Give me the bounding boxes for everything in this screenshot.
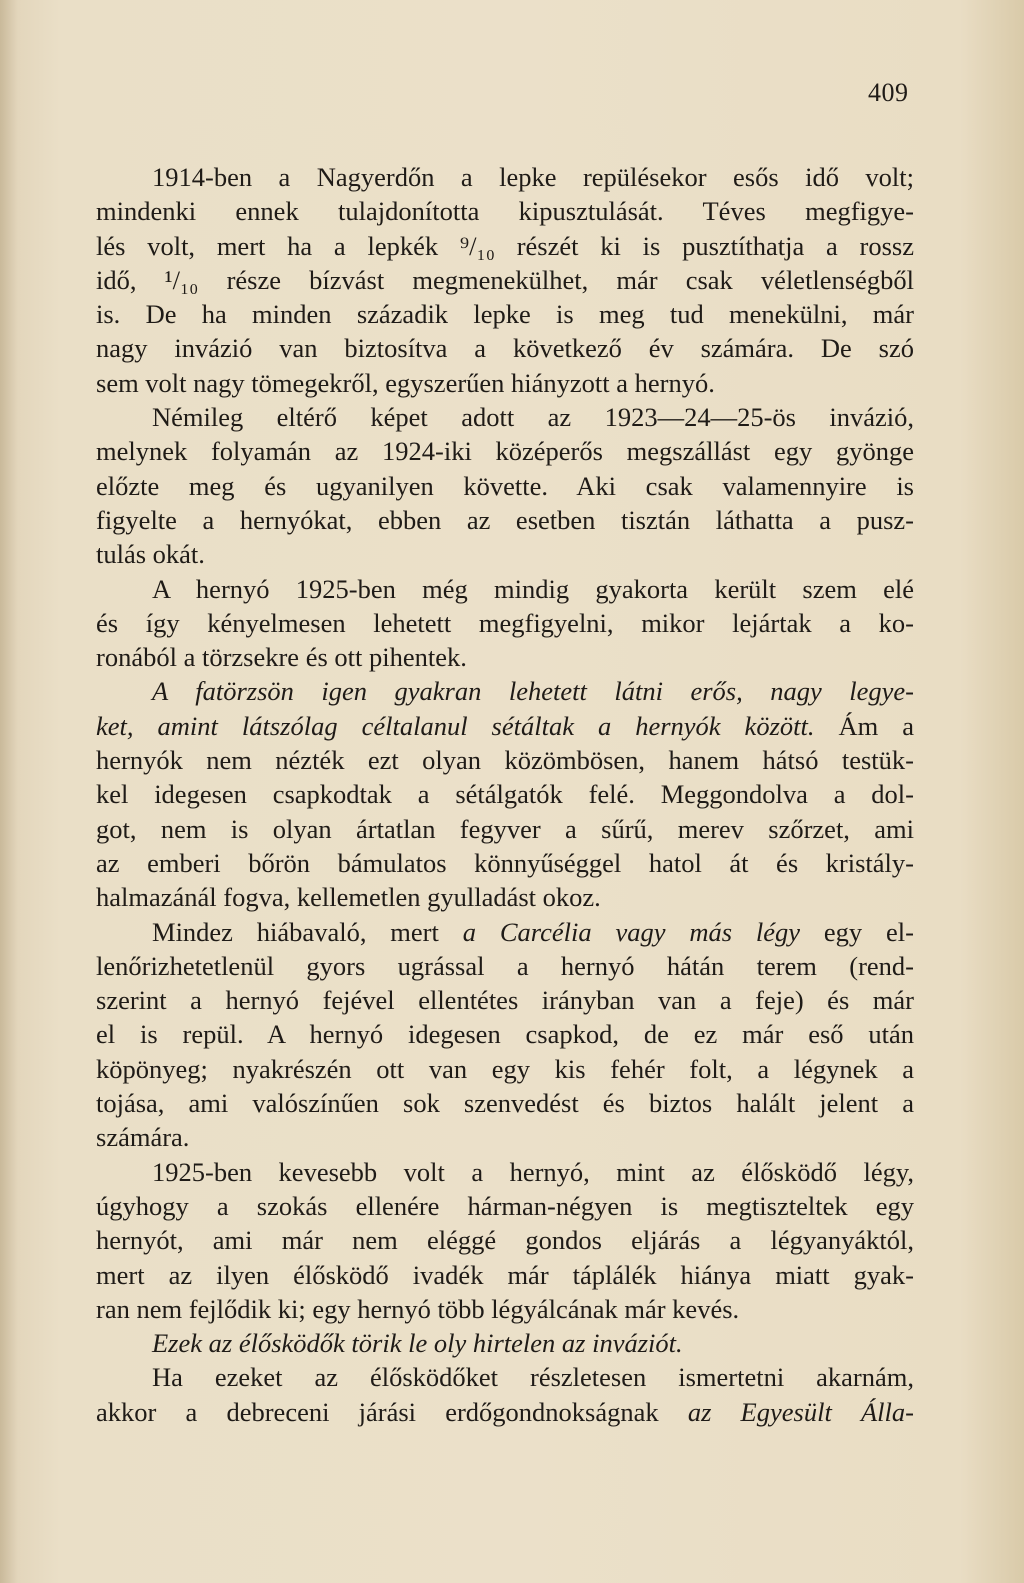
paragraph [96,674,914,914]
line-text: és így kényelmesen lehetett megfigyelni, mikor lejártak a ko- [96,607,914,638]
text-line [96,503,914,537]
text-line [96,366,914,400]
line-text: ronából a törzsekre és ott pihentek. [96,642,467,673]
text-line [96,1086,914,1120]
line-text: melynek folyamán az 1924-iki középerős megszállást egy gyönge [96,436,914,467]
line-text: 1914-ben a Nagyerdőn a lepke repülésekor esős idő volt; [152,162,914,192]
text-line [96,297,914,331]
text-line [96,194,914,228]
line-text: egy el- [800,916,914,947]
line-text: Mindez hiábavaló, mert [152,916,463,947]
text-line [96,1360,914,1394]
line-text: figyelte a hernyókat, ebben az esetben tisztán láthatta a pusz- [96,504,914,535]
page-number: 409 [868,78,909,107]
text-line [96,1326,914,1360]
text-line [96,880,914,914]
text-line [96,1155,914,1189]
text-line [96,229,914,263]
italic-text: ket, amint látszólag céltalanul sétáltak a hernyók között. [96,710,815,741]
text-line [96,674,914,708]
line-text: előzte meg és ugyanilyen követte. Aki csak valamennyire is [96,470,914,501]
text-line [96,983,914,1017]
text-line [96,1052,914,1086]
line-text: hernyót, ami már nem eléggé gondos eljárás a légyanyáktól, [96,1225,914,1256]
line-text: lenőrizhetetlenül gyors ugrással a hernyó hátán terem (rend- [96,950,914,981]
body-text [96,160,914,1429]
line-text: Némileg eltérő képet adott az 1923—24—25-ös invázió, [152,402,914,433]
text-line [96,743,914,777]
line-text: tulás okát. [96,539,205,570]
italic-text: a Carcélia vagy más légy [462,916,801,947]
line-text: tojása, ami valószínűen sok szenvedést és biztos halált jelent a [96,1088,914,1119]
text-line [96,949,914,983]
line-text: el is repül. A hernyó idegesen csapkod, de ez már eső után [96,1019,914,1050]
text-line [96,709,914,743]
paragraph [96,915,914,1155]
line-text: mindenki ennek tulajdonította kipusztulását. Téves megfigye- [96,196,914,227]
text-line [96,1223,914,1257]
italic-text: az Egyesült Álla- [687,1396,914,1427]
text-line [96,537,914,571]
paragraph [96,572,914,675]
line-text: 1925-ben kevesebb volt a hernyó, mint az élősködő légy, [152,1156,914,1187]
text-line [96,469,914,503]
line-text: az emberi bőrön bámulatos könnyűséggel hatol át és kristály- [96,847,914,878]
text-line [96,160,914,194]
line-text: lés volt, mert ha a lepkék ⁹/₁₀ részét ki is pusztíthatja a rossz [96,230,914,261]
line-text: A hernyó 1925-ben még mindig gyakorta került szem elé [152,573,914,604]
text-line [96,263,914,297]
line-text: szerint a hernyó fejével ellentétes irányban van a feje) és már [96,985,914,1016]
paragraph [96,1326,914,1360]
line-text: got, nem is olyan ártatlan fegyver a sűrű, merev szőrzet, ami [96,813,914,844]
text-line [96,1017,914,1051]
line-text: is. De ha minden századik lepke is meg tud menekülni, már [96,299,914,330]
text-line [96,331,914,365]
italic-text: Ezek az élősködők törik le oly hirtelen az inváziót. [152,1328,683,1359]
text-line [96,1292,914,1326]
text-line [96,1120,914,1154]
line-text: úgyhogy a szokás ellenére hárman-négyen is megtiszteltek egy [96,1190,914,1221]
text-line [96,640,914,674]
text-line [96,915,914,949]
line-text: sem volt nagy tömegekről, egyszerűen hiányzott a hernyó. [96,367,715,398]
line-text: halmazánál fogva, kellemetlen gyulladást okoz. [96,882,601,913]
text-line [96,434,914,468]
line-text: akkor a debreceni járási erdőgondnokságnak [96,1396,688,1427]
paragraph [96,1155,914,1326]
line-text: nagy invázió van biztosítva a következő év számára. De szó [96,333,914,364]
paragraph [96,1360,914,1429]
line-text: kel idegesen csapkodtak a sétálgatók felé. Meggondolva a dol- [96,779,914,810]
text-line [96,400,914,434]
text-line [96,1189,914,1223]
line-text: köpönyeg; nyakrészén ott van egy kis fehér folt, a légynek a [96,1053,914,1084]
paragraph [96,160,914,400]
line-text: idő, ¹/₁₀ része bízvást megmenekülhet, már csak véletlenségből [96,264,914,295]
italic-text: A fatörzsön igen gyakran lehetett látni erős, nagy legye- [152,676,914,707]
line-text: számára. [96,1122,190,1153]
line-text: Ám a [814,710,914,741]
text-line [96,1395,914,1429]
paragraph [96,400,914,571]
line-text: mert az ilyen élősködő ivadék már táplálék hiánya miatt gyak- [96,1259,914,1290]
text-line [96,846,914,880]
text-line [96,572,914,606]
text-line [96,812,914,846]
text-line [96,606,914,640]
text-line [96,1258,914,1292]
text-line [96,777,914,811]
line-text: hernyók nem nézték ezt olyan közömbösen, hanem hátsó testük- [96,745,914,776]
line-text: Ha ezeket az élősködőket részletesen ismertetni akarnám, [152,1362,914,1393]
line-text: ran nem fejlődik ki; egy hernyó több légyálcának már kevés. [96,1293,740,1324]
